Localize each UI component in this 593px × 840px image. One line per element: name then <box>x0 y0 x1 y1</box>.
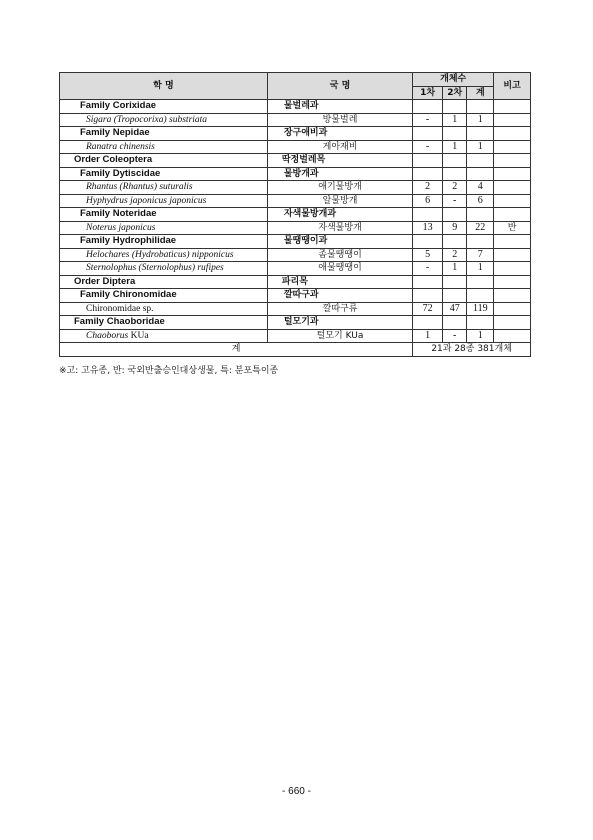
total-count-cell <box>467 275 494 289</box>
korean-name-cell: 방물벌레 <box>267 113 412 127</box>
header-second-survey: 2차 <box>442 86 467 100</box>
note-cell <box>494 302 531 316</box>
total-count-cell: 22 <box>467 221 494 235</box>
table-row <box>60 154 531 168</box>
korean-name-cell: 좀물땡땡이 <box>267 248 412 262</box>
table-row <box>60 100 531 114</box>
korean-name-cell: 깔따구과 <box>267 289 412 303</box>
total-count-cell <box>467 167 494 181</box>
second-count-cell: 47 <box>442 302 467 316</box>
header-first-survey: 1차 <box>413 86 443 100</box>
second-count-cell <box>442 208 467 222</box>
second-count-cell <box>442 100 467 114</box>
total-count-cell: 1 <box>467 329 494 343</box>
note-cell <box>494 194 531 208</box>
table-row <box>60 221 531 235</box>
first-count-cell: - <box>413 262 443 276</box>
note-cell <box>494 275 531 289</box>
first-count-cell: 13 <box>413 221 443 235</box>
table-row <box>60 181 531 195</box>
table-row <box>60 194 531 208</box>
scientific-name-cell: Hyphydrus japonicus japonicus <box>60 194 268 208</box>
scientific-name-cell: Helochares (Hydrobaticus) nipponicus <box>60 248 268 262</box>
first-count-cell: 72 <box>413 302 443 316</box>
table-row <box>60 208 531 222</box>
table-row <box>60 248 531 262</box>
total-count-cell <box>467 235 494 249</box>
korean-name-cell: 자색물방개과 <box>267 208 412 222</box>
scientific-name-cell: Family Noteridae <box>60 208 268 222</box>
scientific-suffix: KUa <box>128 330 149 341</box>
table-row <box>60 329 531 343</box>
first-count-cell: 1 <box>413 329 443 343</box>
second-count-cell: 2 <box>442 181 467 195</box>
table-row <box>60 127 531 141</box>
note-cell <box>494 140 531 154</box>
scientific-name-cell: Family Dytiscidae <box>60 167 268 181</box>
first-count-cell <box>413 100 443 114</box>
first-count-cell <box>413 154 443 168</box>
first-count-cell: 6 <box>413 194 443 208</box>
korean-name-cell: 장구애비과 <box>267 127 412 141</box>
note-cell <box>494 329 531 343</box>
scientific-name-cell: Family Chaoboridae <box>60 316 268 330</box>
table-row <box>60 113 531 127</box>
scientific-name-cell: Order Coleoptera <box>60 154 268 168</box>
korean-name-cell: 알물방개 <box>267 194 412 208</box>
korean-name-cell: 물땡땡이과 <box>267 235 412 249</box>
second-count-cell: 1 <box>442 140 467 154</box>
first-count-cell <box>413 167 443 181</box>
korean-name-cell: 딱정벌레목 <box>267 154 412 168</box>
scientific-name-cell: Ranatra chinensis <box>60 140 268 154</box>
note-cell <box>494 262 531 276</box>
scientific-name-cell: Chironomidae sp. <box>60 302 268 316</box>
note-cell <box>494 113 531 127</box>
page-number: - 660 - <box>282 786 311 797</box>
total-count-cell: 1 <box>467 113 494 127</box>
first-count-cell <box>413 275 443 289</box>
header-count-group: 개체수 <box>413 73 494 87</box>
note-cell <box>494 154 531 168</box>
note-cell: 반 <box>494 221 531 235</box>
total-count-cell <box>467 208 494 222</box>
footnote: ※고: 고유종, 반: 국외반출승인대상생물, 특: 분포특이종 <box>59 366 279 376</box>
second-count-cell <box>442 235 467 249</box>
first-count-cell: - <box>413 113 443 127</box>
scientific-name-cell: Family Chironomidae <box>60 289 268 303</box>
species-table <box>59 72 531 357</box>
second-count-cell <box>442 289 467 303</box>
second-count-cell: 2 <box>442 248 467 262</box>
table-row <box>60 289 531 303</box>
header-scientific-name: 학 명 <box>60 73 268 100</box>
header-korean-name: 국 명 <box>267 73 412 100</box>
first-count-cell: 5 <box>413 248 443 262</box>
total-count-cell: 1 <box>467 262 494 276</box>
total-count-cell: 4 <box>467 181 494 195</box>
note-cell <box>494 316 531 330</box>
note-cell <box>494 248 531 262</box>
korean-name-cell: 애기물방개 <box>267 181 412 195</box>
second-count-cell: 1 <box>442 262 467 276</box>
note-cell <box>494 235 531 249</box>
total-count-cell: 1 <box>467 140 494 154</box>
total-label: 계 <box>60 343 413 357</box>
scientific-name-cell <box>60 329 268 343</box>
note-cell <box>494 208 531 222</box>
first-count-cell <box>413 316 443 330</box>
total-count-cell <box>467 289 494 303</box>
total-count-cell <box>467 316 494 330</box>
scientific-name-cell: Sigara (Tropocorixa) substriata <box>60 113 268 127</box>
header-total: 계 <box>467 86 494 100</box>
table-row <box>60 302 531 316</box>
korean-name-cell: 게아재비 <box>267 140 412 154</box>
header-note: 비고 <box>494 73 531 100</box>
table-row <box>60 316 531 330</box>
second-count-cell <box>442 127 467 141</box>
first-count-cell <box>413 289 443 303</box>
second-count-cell: - <box>442 194 467 208</box>
scientific-name-cell: Family Corixidae <box>60 100 268 114</box>
scientific-name-cell: Sternolophus (Sternolophus) rufipes <box>60 262 268 276</box>
first-count-cell: - <box>413 140 443 154</box>
scientific-name-cell: Family Nepidae <box>60 127 268 141</box>
second-count-cell <box>442 275 467 289</box>
total-row <box>60 343 531 357</box>
second-count-cell: - <box>442 329 467 343</box>
total-count-cell: 7 <box>467 248 494 262</box>
total-count-cell: 6 <box>467 194 494 208</box>
table-row <box>60 262 531 276</box>
table-row <box>60 235 531 249</box>
second-count-cell <box>442 167 467 181</box>
korean-name-cell: 애물땡땡이 <box>267 262 412 276</box>
first-count-cell <box>413 208 443 222</box>
scientific-name-cell: Noterus japonicus <box>60 221 268 235</box>
table-body <box>60 100 531 343</box>
total-value: 21과 28종 381개체 <box>413 343 531 357</box>
table-row <box>60 275 531 289</box>
korean-name-cell: 깔따구류 <box>267 302 412 316</box>
first-count-cell <box>413 235 443 249</box>
note-cell <box>494 127 531 141</box>
note-cell <box>494 181 531 195</box>
scientific-name-cell: Order Diptera <box>60 275 268 289</box>
scientific-genus: Chaoborus <box>86 330 129 341</box>
total-count-cell: 119 <box>467 302 494 316</box>
korean-name-cell: 털모기과 <box>267 316 412 330</box>
scientific-name-cell: Rhantus (Rhantus) suturalis <box>60 181 268 195</box>
table-row <box>60 167 531 181</box>
korean-name-cell: 물방개과 <box>267 167 412 181</box>
korean-name-cell: 물벌레과 <box>267 100 412 114</box>
korean-name-cell: 털모기 KUa <box>267 329 412 343</box>
first-count-cell: 2 <box>413 181 443 195</box>
second-count-cell <box>442 154 467 168</box>
korean-name-cell: 파리목 <box>267 275 412 289</box>
note-cell <box>494 167 531 181</box>
table-row <box>60 140 531 154</box>
second-count-cell: 9 <box>442 221 467 235</box>
note-cell <box>494 289 531 303</box>
second-count-cell <box>442 316 467 330</box>
total-count-cell <box>467 154 494 168</box>
total-count-cell <box>467 100 494 114</box>
second-count-cell: 1 <box>442 113 467 127</box>
total-count-cell <box>467 127 494 141</box>
scientific-name-cell: Family Hydrophilidae <box>60 235 268 249</box>
first-count-cell <box>413 127 443 141</box>
korean-name-cell: 자색물방개 <box>267 221 412 235</box>
note-cell <box>494 100 531 114</box>
